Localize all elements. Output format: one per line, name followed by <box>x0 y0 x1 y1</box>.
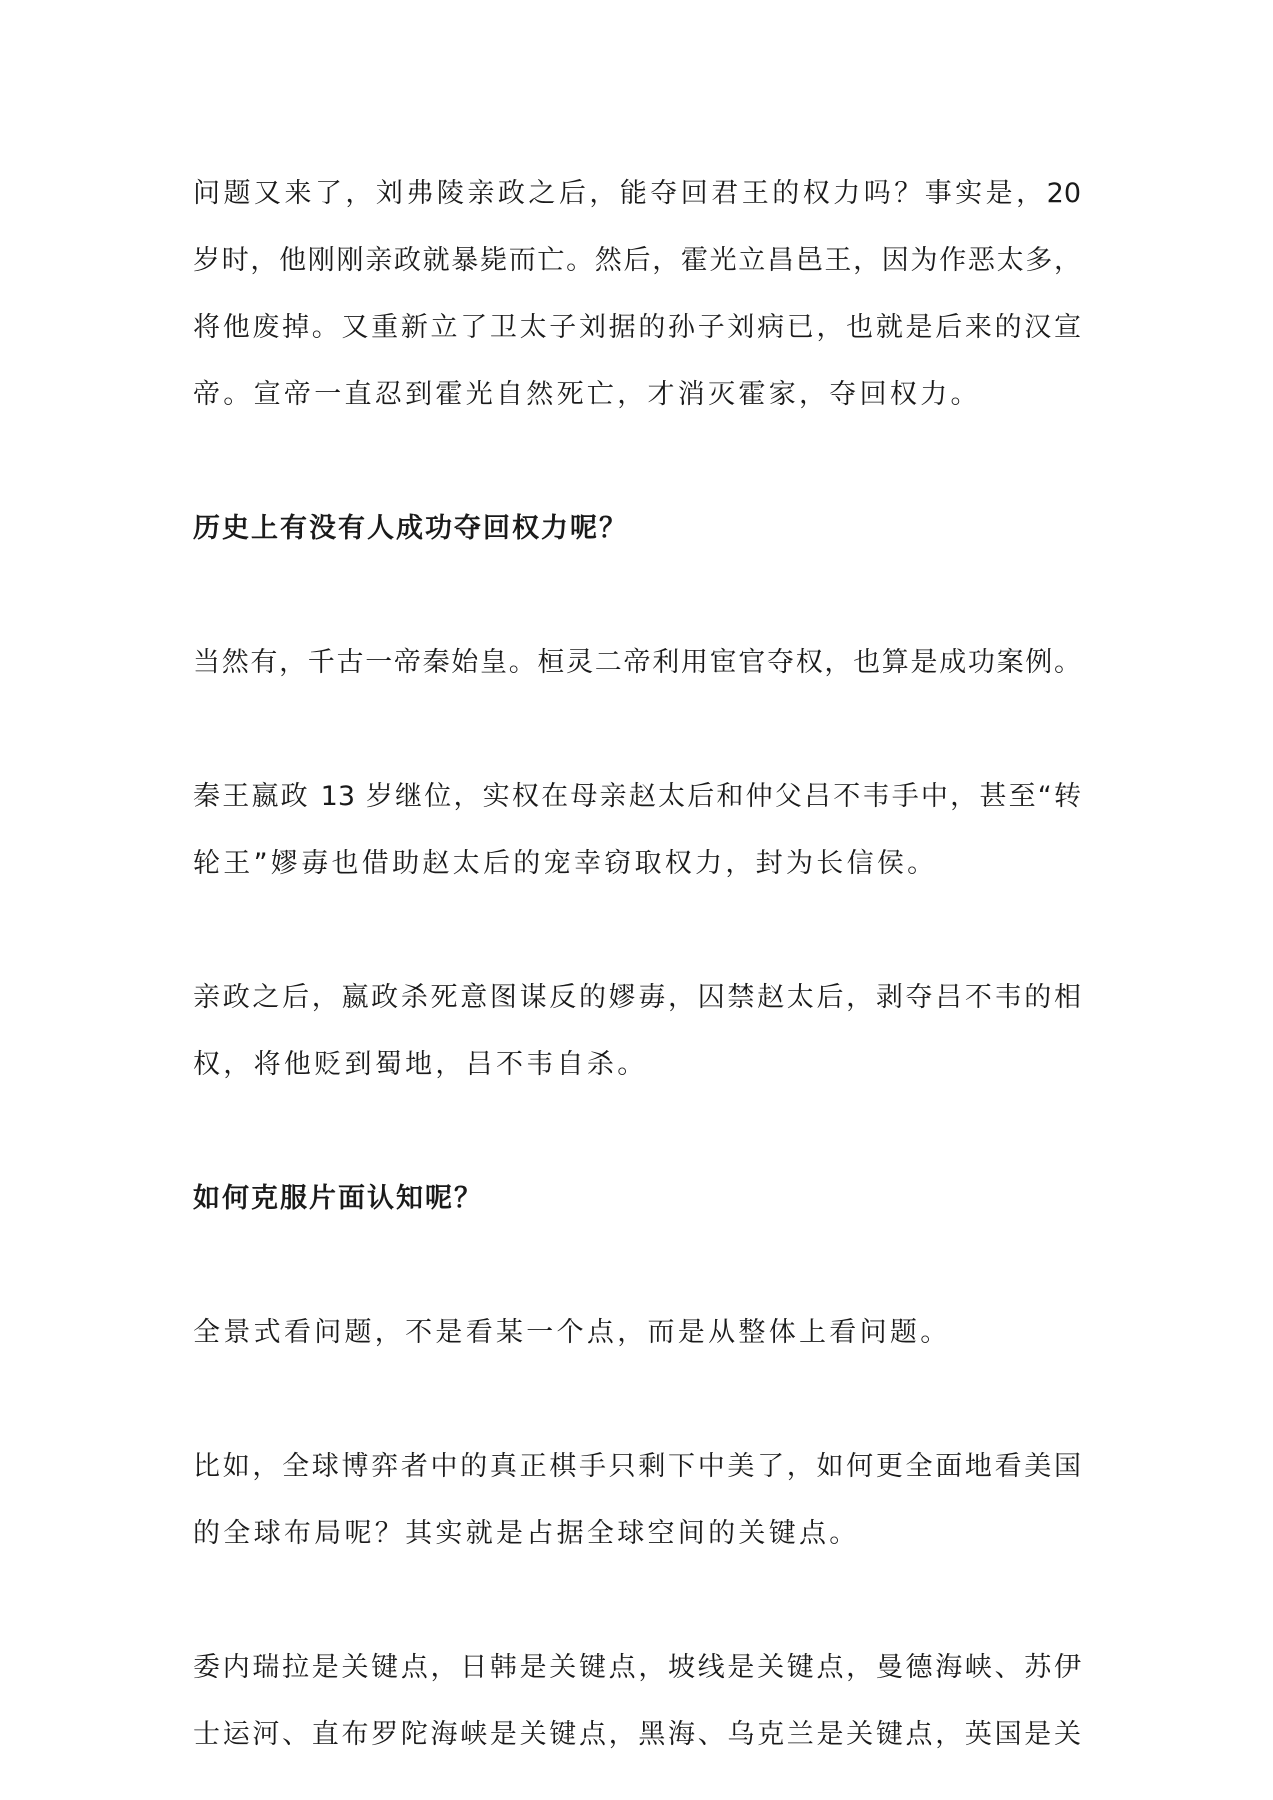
document-body <box>193 160 1081 1768</box>
paragraph-gap <box>193 1232 1081 1299</box>
paragraph-line: 全景式看问题，不是看某一个点，而是从整体上看问题。 <box>193 1317 951 1348</box>
paragraph-line: 士运河、直布罗陀海峡是关键点，黑海、乌克兰是关键点，英国是关 <box>193 1719 1081 1750</box>
paragraph-line: 问题又来了，刘弗陵亲政之后，能夺回君王的权力吗？事实是，20 <box>193 178 1081 209</box>
paragraph-line: 比如，全球博弈者中的真正棋手只剩下中美了，如何更全面地看美国 <box>193 1451 1081 1482</box>
paragraph-line: 将他废掉。又重新立了卫太子刘据的孙子刘病已，也就是后来的汉宣 <box>193 312 1081 343</box>
paragraph <box>193 160 1081 428</box>
paragraph-line: 委内瑞拉是关键点，日韩是关键点，坡线是关键点，曼德海峡、苏伊 <box>193 1652 1081 1683</box>
paragraph-gap <box>193 428 1081 495</box>
paragraph-line: 的全球布局呢？其实就是占据全球空间的关键点。 <box>193 1518 860 1549</box>
paragraph <box>193 1433 1081 1567</box>
paragraph-gap <box>193 1098 1081 1165</box>
section-heading: 历史上有没有人成功夺回权力呢？ <box>193 513 628 544</box>
section-heading: 如何克服片面认知呢？ <box>193 1183 483 1214</box>
paragraph-line: 轮王”嫪毐也借助赵太后的宠幸窃取权力，封为长信侯。 <box>193 848 938 879</box>
paragraph <box>193 763 1081 897</box>
paragraph-gap <box>193 1567 1081 1634</box>
paragraph-line: 亲政之后，嬴政杀死意图谋反的嫪毐，囚禁赵太后，剥夺吕不韦的相 <box>193 982 1081 1013</box>
paragraph-line: 权，将他贬到蜀地，吕不韦自杀。 <box>193 1049 648 1080</box>
paragraph <box>193 1634 1081 1768</box>
paragraph-line: 当然有，千古一帝秦始皇。桓灵二帝利用宦官夺权，也算是成功案例。 <box>193 647 1081 678</box>
paragraph-gap <box>193 696 1081 763</box>
paragraph-gap <box>193 562 1081 629</box>
paragraph-line: 岁时，他刚刚亲政就暴毙而亡。然后，霍光立昌邑王，因为作恶太多， <box>193 245 1081 276</box>
paragraph-line: 秦王嬴政 13 岁继位，实权在母亲赵太后和仲父吕不韦手中，甚至“转 <box>193 781 1081 812</box>
paragraph <box>193 964 1081 1098</box>
paragraph-gap <box>193 1366 1081 1433</box>
paragraph-gap <box>193 897 1081 964</box>
paragraph-line: 帝。宣帝一直忍到霍光自然死亡，才消灭霍家，夺回权力。 <box>193 379 981 410</box>
